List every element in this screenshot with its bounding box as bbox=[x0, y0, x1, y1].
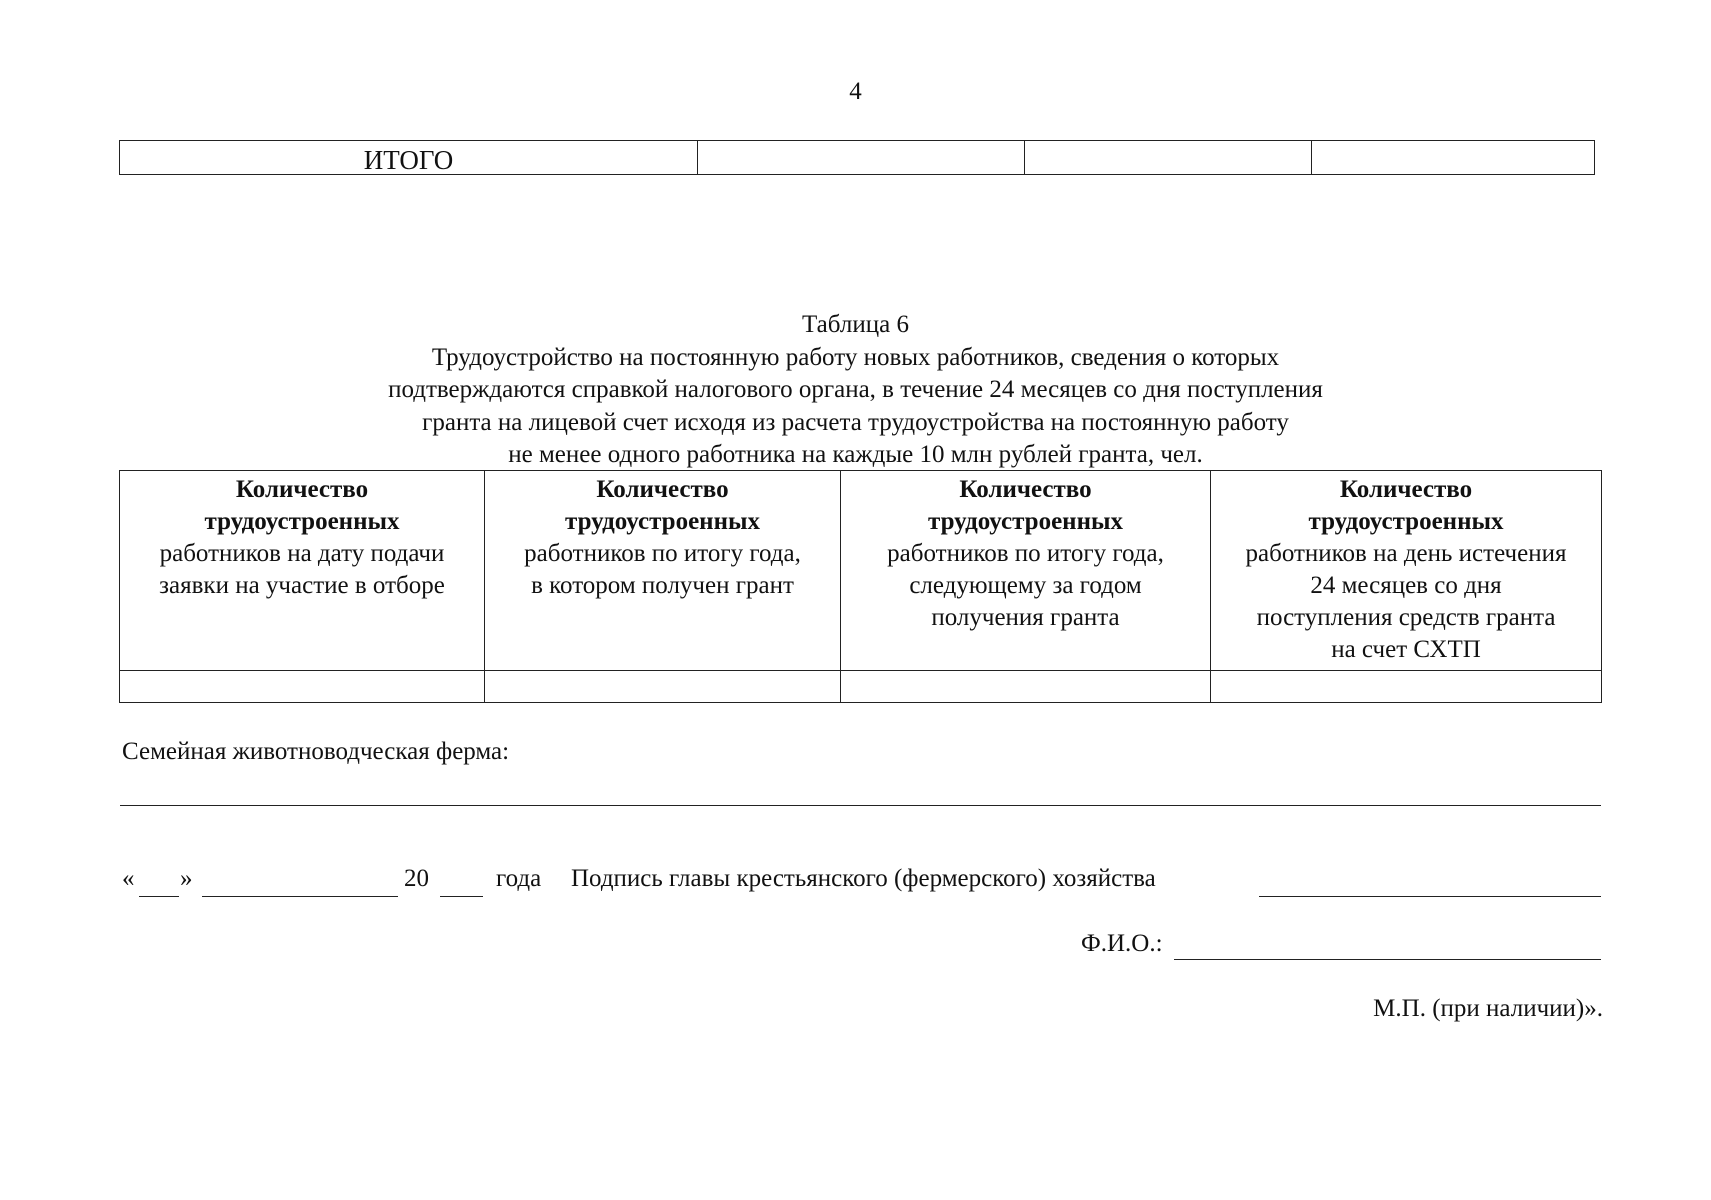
page-number: 4 bbox=[849, 78, 862, 105]
table6-caption-line: Трудоустройство на постоянную работу новых работников, сведения о которых bbox=[431, 343, 1280, 371]
table6-caption-line: не менее одного работника на каждые 10 млн рублей гранта, чел. bbox=[508, 441, 1203, 468]
header-line: работников по итогу года, bbox=[887, 540, 1164, 567]
itogo-cell bbox=[1025, 141, 1312, 175]
table6-cell[interactable] bbox=[485, 671, 841, 703]
itogo-table bbox=[119, 140, 1595, 175]
table6-caption bbox=[0, 309, 1711, 472]
date-quote-open: « bbox=[122, 865, 135, 892]
date-month-blank[interactable] bbox=[202, 896, 398, 897]
table6-cell[interactable] bbox=[1211, 671, 1602, 703]
farm-label: Семейная животноводческая ферма: bbox=[122, 738, 510, 765]
table6-header-row bbox=[120, 471, 1602, 671]
table6 bbox=[119, 470, 1602, 703]
header-line: заявки на участие в отборе bbox=[159, 572, 445, 599]
header-line: на счет СХТП bbox=[1331, 636, 1481, 663]
header-bold-line: трудоустроенных bbox=[1308, 508, 1504, 535]
header-line: работников на день истечения bbox=[1245, 540, 1567, 567]
signature-label: Подпись главы крестьянского (фермерского) хозяйства bbox=[571, 865, 1156, 892]
header-line: в котором получен грант bbox=[531, 572, 794, 599]
table6-cell[interactable] bbox=[120, 671, 485, 703]
date-year-suffix: года bbox=[496, 865, 542, 892]
itogo-row bbox=[120, 141, 1595, 175]
header-bold-line: Количество bbox=[959, 476, 1092, 503]
date-day-blank[interactable] bbox=[139, 896, 179, 897]
header-line: 24 месяцев со дня bbox=[1310, 572, 1502, 599]
header-line: работников по итогу года, bbox=[524, 540, 801, 567]
header-line: поступления средств гранта bbox=[1256, 604, 1556, 631]
itogo-label: ИТОГО bbox=[120, 141, 698, 175]
header-bold-line: Количество bbox=[596, 476, 729, 503]
farm-name-line[interactable] bbox=[120, 805, 1601, 806]
header-bold-line: трудоустроенных bbox=[204, 508, 400, 535]
signature-blank[interactable] bbox=[1259, 896, 1601, 897]
itogo-cell bbox=[1312, 141, 1595, 175]
table6-caption-line: подтверждаются справкой налогового органа, в течение 24 месяцев со дня поступления bbox=[388, 376, 1323, 403]
header-bold-line: трудоустроенных bbox=[927, 508, 1124, 535]
date-year-blank[interactable] bbox=[440, 896, 483, 897]
fio-label: Ф.И.О.: bbox=[1081, 930, 1163, 957]
table6-header-col-3 bbox=[841, 471, 1211, 671]
date-quote-close: » bbox=[180, 865, 193, 892]
header-bold-line: трудоустроенных bbox=[564, 508, 761, 535]
header-bold-line: Количество bbox=[235, 476, 369, 503]
table6-caption-line: гранта на лицевой счет исходя из расчета трудоустройства на постоянную работу bbox=[422, 408, 1289, 436]
date-year-prefix: 20 bbox=[404, 865, 429, 892]
table6-title: Таблица 6 bbox=[802, 311, 909, 338]
header-line: работников на дату подачи bbox=[159, 540, 445, 567]
table6-cell[interactable] bbox=[841, 671, 1211, 703]
header-line: получения гранта bbox=[931, 604, 1120, 631]
table6-header-col-1 bbox=[120, 471, 485, 671]
header-line: следующему за годом bbox=[909, 572, 1142, 599]
table6-header-col-2 bbox=[485, 471, 841, 671]
header-bold-line: Количество bbox=[1339, 476, 1473, 503]
table6-header-col-4 bbox=[1211, 471, 1602, 671]
itogo-cell bbox=[698, 141, 1025, 175]
table6-data-row bbox=[120, 671, 1602, 703]
fio-blank[interactable] bbox=[1174, 959, 1601, 960]
stamp-label: М.П. (при наличии)». bbox=[1373, 995, 1603, 1022]
